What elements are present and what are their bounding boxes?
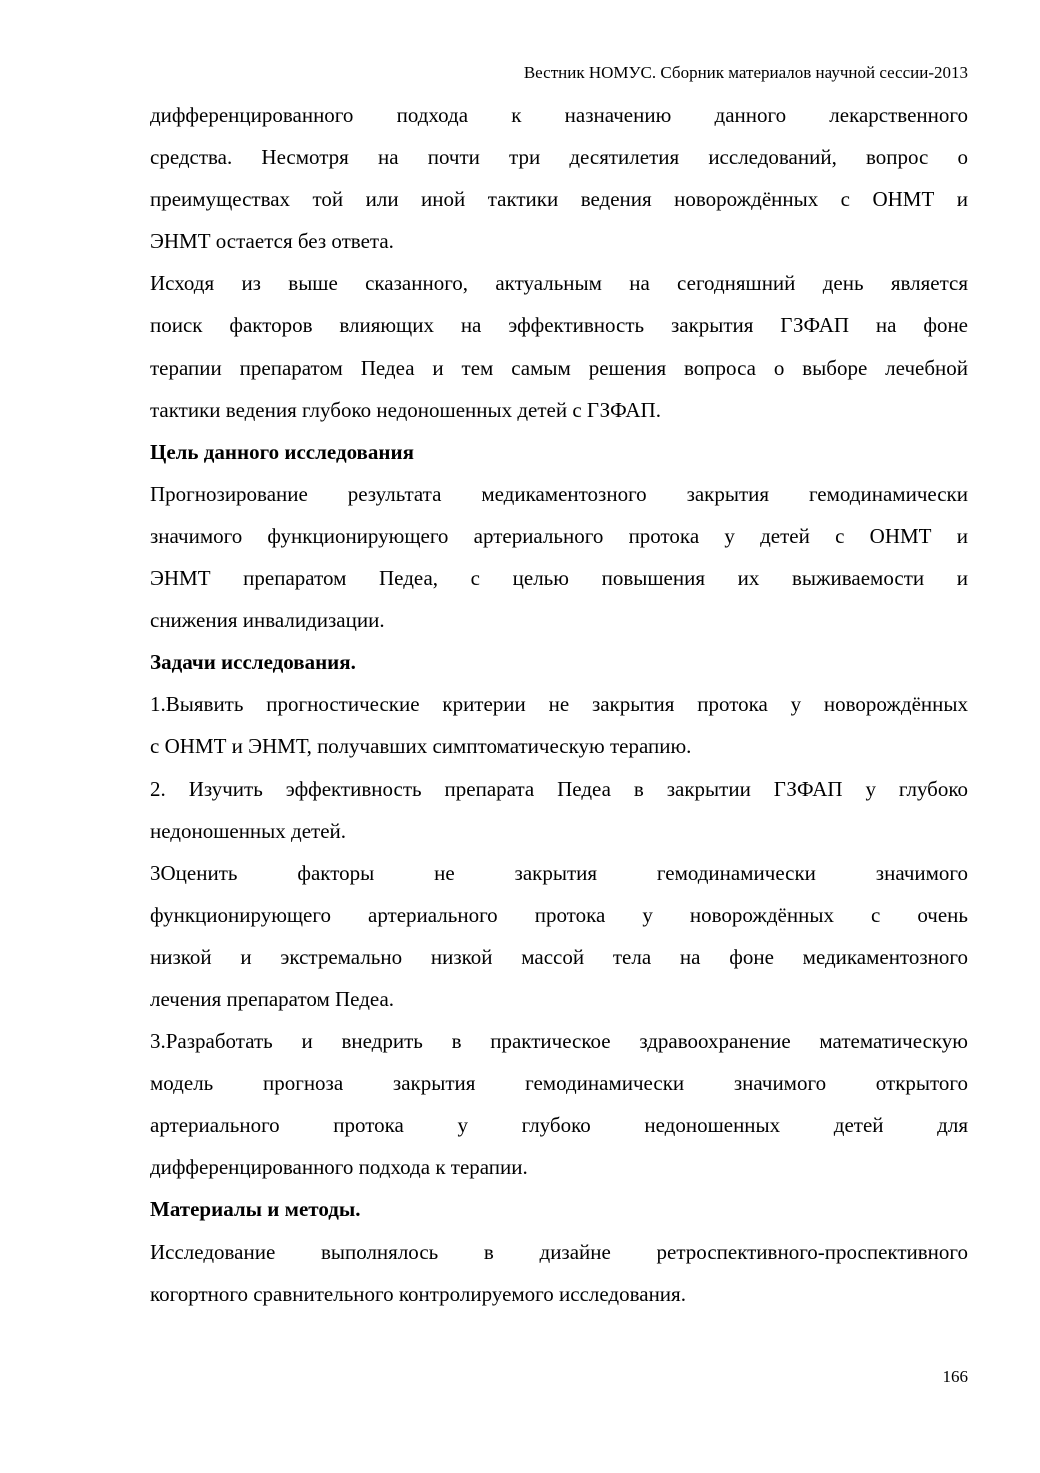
running-header: Вестник НОМУС. Сборник материалов научной сессии-2013 — [523, 63, 968, 82]
objective-item-1 — [150, 683, 968, 767]
text-line: ЭНМТ остается без ответа. — [150, 229, 394, 254]
section-heading-methods: Материалы и методы. — [150, 1197, 361, 1222]
objective-item-2 — [150, 768, 968, 852]
text-line: 1.Выявить прогностические критерии не закрытия протока у новорождённых — [150, 692, 968, 717]
text-line: дифференцированного подхода к назначению данного лекарственного — [150, 103, 968, 127]
text-line: ЭНМТ препаратом Педеа, с целью повышения их выживаемости и — [150, 566, 968, 591]
document-body — [150, 94, 968, 1315]
text-line: Прогнозирование результата медикаментозного закрытия гемодинамически — [150, 481, 968, 506]
section-heading-aim: Цель данного исследования — [150, 439, 414, 464]
text-line: когортного сравнительного контролируемого исследования. — [150, 1281, 686, 1306]
text-line: снижения инвалидизации. — [150, 608, 385, 633]
text-line: тактики ведения глубоко недоношенных детей с ГЗФАП. — [150, 397, 661, 422]
text-line: низкой и экстремально низкой массой тела на фоне медикаментозного — [150, 944, 968, 969]
section-heading-objectives: Задачи исследования. — [150, 650, 356, 675]
text-line: лечения препаратом Педеа. — [150, 986, 395, 1011]
paragraph-methods — [150, 1231, 968, 1315]
text-line: 3.Разработать и внедрить в практическое здравоохранение математическую — [150, 1029, 968, 1054]
text-line: недоношенных детей. — [150, 818, 347, 843]
objective-item-3 — [150, 852, 968, 1020]
text-line: терапии препаратом Педеа и тем самым решения вопроса о выборе лечебной — [150, 355, 968, 380]
text-line: артериального протока у глубоко недоношенных детей для — [150, 1113, 968, 1138]
text-line: преимуществах той или иной тактики ведения новорождённых с ОНМТ и — [150, 187, 968, 212]
text-line: Исследование выполнялось в дизайне ретроспективного-проспективного — [150, 1239, 968, 1264]
text-line: дифференцированного подхода к терапии. — [150, 1155, 528, 1180]
text-line: Исходя из выше сказанного, актуальным на сегодняшний день является — [150, 271, 968, 296]
text-line: модель прогноза закрытия гемодинамически значимого открытого — [150, 1071, 968, 1096]
paragraph-relevance — [150, 262, 968, 430]
text-line: значимого функционирующего артериального протока у детей с ОНМТ и — [150, 523, 968, 548]
text-line: поиск факторов влияющих на эффективность закрытия ГЗФАП на фоне — [150, 313, 968, 338]
paragraph-aim — [150, 473, 968, 641]
text-line: 2. Изучить эффективность препарата Педеа в закрытии ГЗФАП у глубоко — [150, 776, 968, 801]
objective-item-4 — [150, 1020, 968, 1188]
text-line: средства. Несмотря на почти три десятилетия исследований, вопрос о — [150, 145, 968, 170]
text-line: с ОНМТ и ЭНМТ, получавших симптоматическую терапию. — [150, 734, 692, 759]
paragraph-intro-continuation — [150, 94, 968, 262]
text-line: 3Оценить факторы не закрытия гемодинамически значимого — [150, 860, 968, 885]
page-number: 166 — [942, 1367, 968, 1386]
text-line: функционирующего артериального протока у новорождённых с очень — [150, 902, 968, 927]
